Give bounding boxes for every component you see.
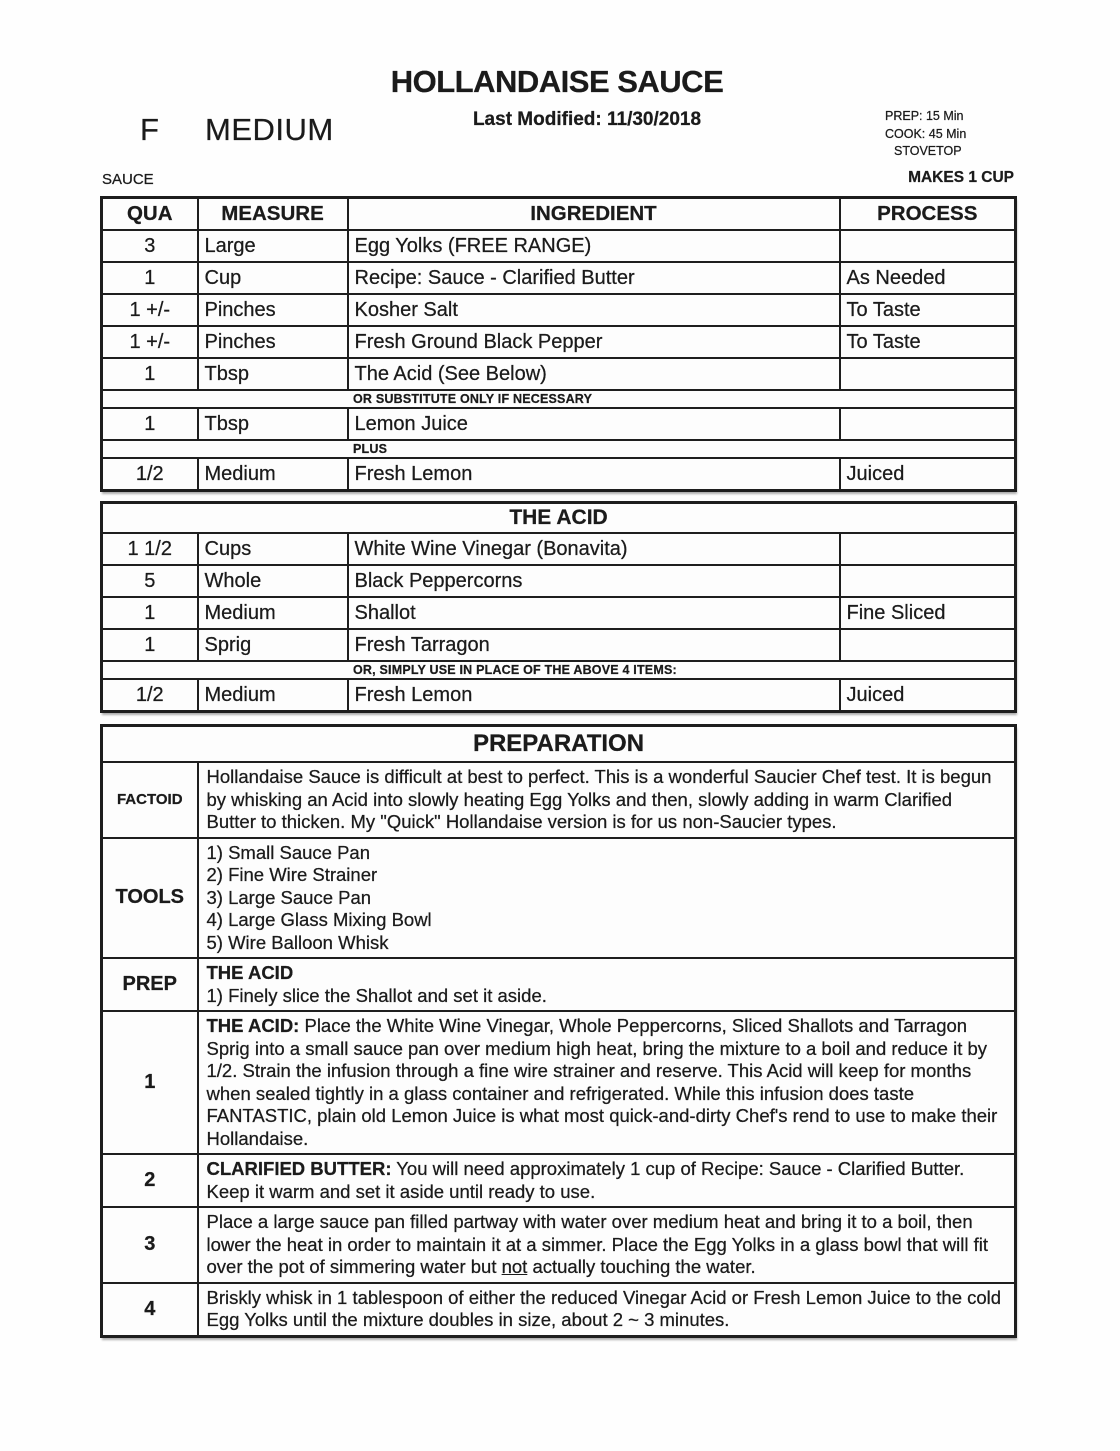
table-row bbox=[102, 262, 1016, 294]
ingredients-header-row bbox=[102, 198, 1016, 231]
cell-ingredient: Egg Yolks (FREE RANGE) bbox=[348, 230, 840, 262]
cell-ingredient: Black Peppercorns bbox=[348, 565, 840, 597]
step-text bbox=[198, 1154, 1016, 1207]
cell-ingredient: Fresh Tarragon bbox=[348, 629, 840, 661]
step-text bbox=[198, 1283, 1016, 1337]
step-number: 3 bbox=[102, 1207, 198, 1283]
step-lead: CLARIFIED BUTTER: bbox=[206, 1158, 392, 1179]
cell-process bbox=[840, 408, 1016, 440]
tools-list bbox=[198, 838, 1016, 959]
table-row bbox=[102, 230, 1016, 262]
substitute-note: OR SUBSTITUTE ONLY IF NECESSARY bbox=[102, 390, 1016, 408]
table-row bbox=[102, 629, 1016, 661]
cell-ingredient: Fresh Lemon bbox=[348, 679, 840, 712]
tool-item: 5) Wire Balloon Whisk bbox=[206, 931, 389, 953]
cell-process bbox=[840, 629, 1016, 661]
cell-qua: 5 bbox=[102, 565, 198, 597]
plus-note-row bbox=[102, 440, 1016, 458]
ingredients-table bbox=[100, 196, 1017, 492]
acid-table bbox=[100, 501, 1017, 713]
factoid-row bbox=[102, 762, 1016, 838]
last-modified-date: Last Modified: 11/30/2018 bbox=[472, 109, 702, 130]
cell-measure: Tbsp bbox=[198, 358, 348, 390]
cell-qua: 1 +/- bbox=[102, 294, 198, 326]
cell-qua: 1 bbox=[102, 629, 198, 661]
table-row bbox=[102, 408, 1016, 440]
prep-heading: THE ACID bbox=[206, 962, 294, 983]
cell-process: Fine Sliced bbox=[840, 597, 1016, 629]
step-number: 4 bbox=[102, 1283, 198, 1337]
cell-measure: Medium bbox=[198, 597, 348, 629]
step-number: 1 bbox=[102, 1011, 198, 1154]
cell-qua: 1 bbox=[102, 358, 198, 390]
difficulty-label: MEDIUM bbox=[205, 112, 334, 147]
cell-ingredient: Fresh Ground Black Pepper bbox=[348, 326, 840, 358]
table-row bbox=[102, 597, 1016, 629]
cell-ingredient: Shallot bbox=[348, 597, 840, 629]
step-tail: actually touching the water. bbox=[527, 1256, 756, 1277]
step-lead: THE ACID: bbox=[206, 1015, 300, 1036]
prep-time: PREP: 15 Min bbox=[885, 109, 964, 123]
acid-title-row bbox=[102, 503, 1016, 534]
cell-measure: Cups bbox=[198, 533, 348, 565]
table-row bbox=[102, 458, 1016, 491]
category-label: SAUCE bbox=[102, 171, 154, 188]
cell-measure: Medium bbox=[198, 458, 348, 491]
cell-process: Juiced bbox=[840, 458, 1016, 491]
prep-row bbox=[102, 958, 1016, 1011]
step-body: You will need approximately 1 cup of Recipe: Sauce - Clarified Butter. Keep it warm and set it aside until ready to use. bbox=[206, 1158, 965, 1202]
cell-measure: Cup bbox=[198, 262, 348, 294]
cell-qua: 1 bbox=[102, 262, 198, 294]
tool-item: 4) Large Glass Mixing Bowl bbox=[206, 909, 432, 930]
table-row bbox=[102, 679, 1016, 712]
preparation-title-row bbox=[102, 726, 1016, 763]
yield-label: MAKES 1 CUP bbox=[908, 169, 1014, 186]
cell-ingredient: Kosher Salt bbox=[348, 294, 840, 326]
cell-ingredient: Recipe: Sauce - Clarified Butter bbox=[348, 262, 840, 294]
cell-ingredient: Lemon Juice bbox=[348, 408, 840, 440]
time-meta-block bbox=[885, 108, 966, 161]
table-row bbox=[102, 358, 1016, 390]
step-row bbox=[102, 1283, 1016, 1337]
cell-ingredient: White Wine Vinegar (Bonavita) bbox=[348, 533, 840, 565]
prep-label: PREP bbox=[102, 958, 198, 1011]
step-row bbox=[102, 1154, 1016, 1207]
column-header-measure: MEASURE bbox=[198, 198, 348, 231]
cell-process bbox=[840, 358, 1016, 390]
cell-qua: 1 +/- bbox=[102, 326, 198, 358]
page-title: HOLLANDAISE SAUCE bbox=[390, 64, 724, 99]
acid-title: THE ACID bbox=[102, 503, 1016, 534]
grade-letter: F bbox=[140, 112, 159, 147]
column-header-qua: QUA bbox=[102, 198, 198, 231]
step-body: Place the White Wine Vinegar, Whole Peppercorns, Sliced Shallots and Tarragon Sprig into a small sauce pan over medium high heat, bring the mixture to a boil and reduce it by 1/2. Strain the infusion through a fine wire strainer and reserve. This Acid will keep for months when sealed tightly in a glass container and refrigerated. While this infusion does taste FANTASTIC, plain old Lemon Juice is what most quick-and-dirty Chef's rend to use to make their Hollandaise. bbox=[206, 1015, 998, 1149]
substitute-note-row bbox=[102, 390, 1016, 408]
cell-qua: 1/2 bbox=[102, 679, 198, 712]
cell-process bbox=[840, 533, 1016, 565]
cell-measure: Large bbox=[198, 230, 348, 262]
cell-qua: 1 1/2 bbox=[102, 533, 198, 565]
cell-process: To Taste bbox=[840, 294, 1016, 326]
cell-process: As Needed bbox=[840, 262, 1016, 294]
plus-note: PLUS bbox=[102, 440, 1016, 458]
column-header-process: PROCESS bbox=[840, 198, 1016, 231]
step-text bbox=[198, 1207, 1016, 1283]
table-row bbox=[102, 533, 1016, 565]
cell-measure: Pinches bbox=[198, 294, 348, 326]
cell-qua: 1/2 bbox=[102, 458, 198, 491]
cell-process bbox=[840, 230, 1016, 262]
cell-ingredient: The Acid (See Below) bbox=[348, 358, 840, 390]
underlined-word: not bbox=[501, 1256, 528, 1277]
table-row bbox=[102, 565, 1016, 597]
column-header-ingredient: INGREDIENT bbox=[348, 198, 840, 231]
acid-or-note-row bbox=[102, 661, 1016, 679]
cell-ingredient: Fresh Lemon bbox=[348, 458, 840, 491]
cell-measure: Pinches bbox=[198, 326, 348, 358]
factoid-label: FACTOID bbox=[102, 762, 198, 838]
preparation-title: PREPARATION bbox=[102, 726, 1016, 763]
cell-qua: 1 bbox=[102, 597, 198, 629]
tool-item: 2) Fine Wire Strainer bbox=[206, 864, 378, 885]
tools-row bbox=[102, 838, 1016, 959]
cell-process bbox=[840, 565, 1016, 597]
cell-process: Juiced bbox=[840, 679, 1016, 712]
cook-method: STOVETOP bbox=[894, 144, 962, 158]
step-text bbox=[198, 1011, 1016, 1154]
cell-measure: Medium bbox=[198, 679, 348, 712]
step-row bbox=[102, 1011, 1016, 1154]
cell-qua: 3 bbox=[102, 230, 198, 262]
table-row bbox=[102, 294, 1016, 326]
preparation-table bbox=[100, 724, 1017, 1338]
cell-measure: Whole bbox=[198, 565, 348, 597]
prep-text-cell bbox=[198, 958, 1016, 1011]
step-number: 2 bbox=[102, 1154, 198, 1207]
step-body: Place a large sauce pan filled partway with water over medium heat and bring it to a boil, then lower the heat in order to maintain it at a simmer. Place the Egg Yolks in a glass bowl that will fit over the pot of simmering water but bbox=[206, 1211, 989, 1277]
cell-measure: Tbsp bbox=[198, 408, 348, 440]
cell-measure: Sprig bbox=[198, 629, 348, 661]
prep-text: 1) Finely slice the Shallot and set it aside. bbox=[206, 984, 547, 1006]
table-row bbox=[102, 326, 1016, 358]
cook-time: COOK: 45 Min bbox=[885, 126, 967, 141]
factoid-text: Hollandaise Sauce is difficult at best to perfect. This is a wonderful Saucier Chef test. It is begun by whisking an Acid into slowly heating Egg Yolks and then, slowly adding in warm Clarified Butter to thicken. My "Quick" Hollandaise version is for us non-Saucier types. bbox=[198, 762, 1016, 838]
tool-item: 1) Small Sauce Pan bbox=[206, 841, 371, 863]
content-area bbox=[100, 196, 1014, 1338]
cell-qua: 1 bbox=[102, 408, 198, 440]
step-body: Briskly whisk in 1 tablespoon of either the reduced Vinegar Acid or Fresh Lemon Juice to the cold Egg Yolks until the mixture doubles in size, about 2 ~ 3 minutes. bbox=[206, 1286, 1002, 1330]
cell-process: To Taste bbox=[840, 326, 1016, 358]
tools-label: TOOLS bbox=[102, 838, 198, 959]
acid-or-note: OR, SIMPLY USE IN PLACE OF THE ABOVE 4 ITEMS: bbox=[102, 661, 1016, 679]
step-row bbox=[102, 1207, 1016, 1283]
tool-item: 3) Large Sauce Pan bbox=[206, 886, 372, 908]
